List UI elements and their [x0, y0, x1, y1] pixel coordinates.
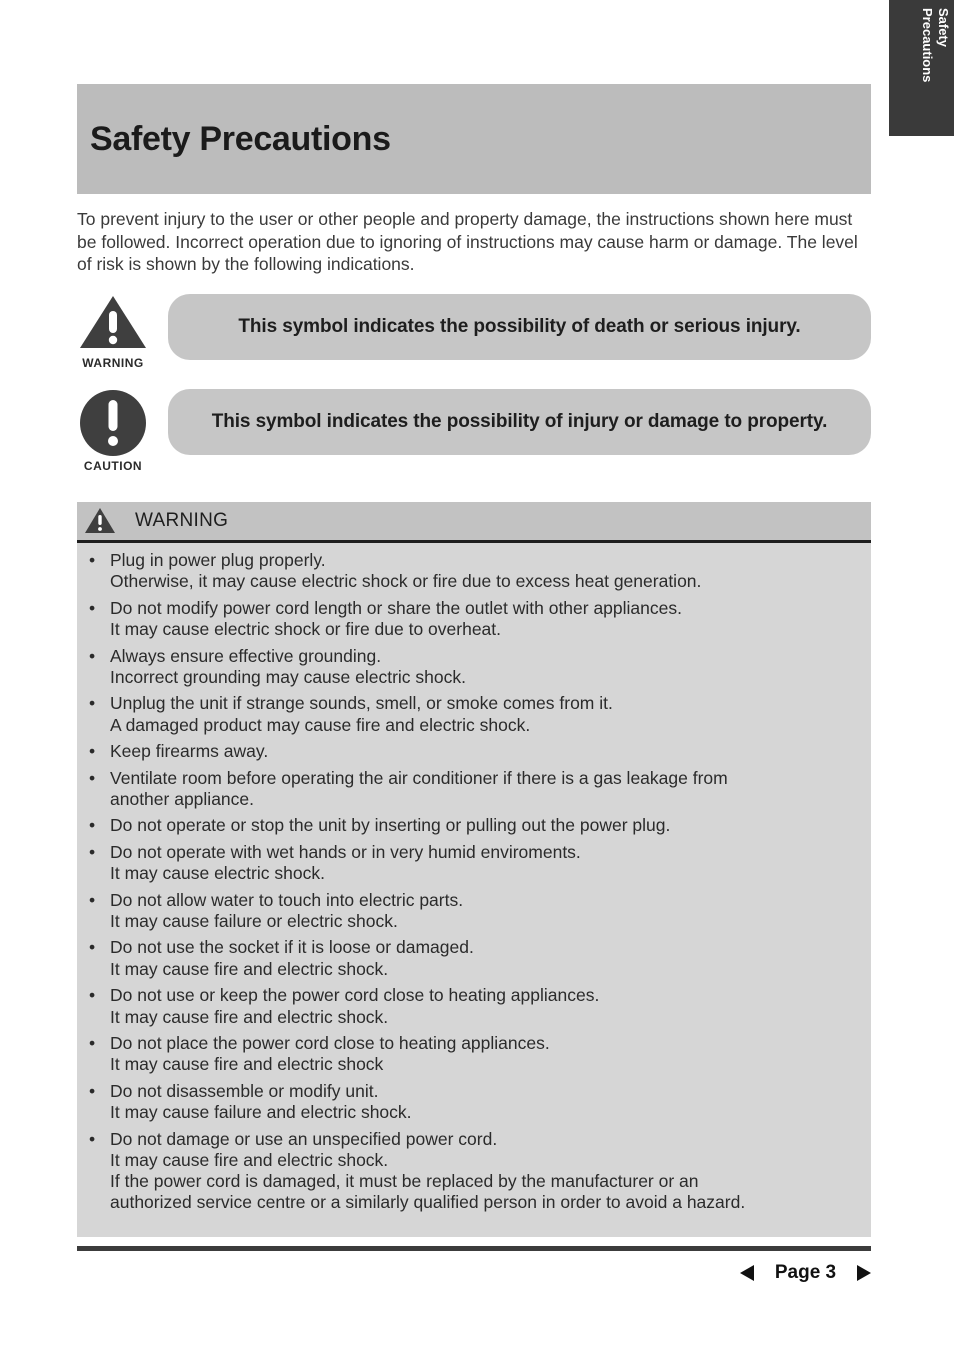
- list-item-line: Otherwise, it may cause electric shock or fire due to excess heat generation.: [110, 571, 702, 592]
- caution-description-pill: This symbol indicates the possibility of injury or damage to property.: [168, 389, 871, 455]
- warning-triangle-icon: [84, 507, 116, 539]
- list-item-line: Incorrect grounding may cause electric shock.: [110, 666, 466, 687]
- list-item-line: • Do not allow water to touch into electric parts.: [110, 889, 464, 910]
- warning-list: [77, 543, 871, 1214]
- warning-triangle-icon: [78, 294, 148, 350]
- warning-symbol-label: WARNING: [82, 356, 144, 370]
- list-item-line: • Do not disassemble or modify unit.: [110, 1080, 379, 1101]
- list-item-line: It may cause electric shock.: [110, 863, 325, 884]
- list-item-line: It may cause fire and electric shock.: [110, 1149, 389, 1170]
- list-item-line: another appliance.: [110, 788, 254, 809]
- caution-symbol-row: [77, 389, 871, 473]
- list-item-line: A damaged product may cause fire and electric shock.: [110, 714, 531, 735]
- page-navigation: [740, 1260, 871, 1286]
- list-item-line: • Keep firearms away.: [110, 741, 269, 762]
- list-item-line: • Do not place the power cord close to heating appliances.: [110, 1033, 550, 1053]
- list-item-line: • Ventilate room before operating the air conditioner if there is a gas leakage from: [110, 767, 728, 788]
- page-number: Page 3: [774, 1262, 837, 1283]
- list-item: [77, 741, 871, 762]
- caution-symbol: [77, 389, 149, 473]
- list-item: [77, 815, 871, 836]
- page-title: Safety Precautions: [90, 120, 391, 158]
- list-item-line: It may cause failure or electric shock.: [110, 910, 398, 931]
- list-item-line: It may cause fire and electric shock: [110, 1054, 384, 1075]
- list-item: [77, 890, 871, 933]
- bottom-divider: [77, 1246, 871, 1251]
- list-item: [77, 550, 871, 593]
- list-item-line: • Do not modify power cord length or share the outlet with other appliances.: [110, 597, 682, 618]
- list-item-line: • Plug in power plug properly.: [110, 550, 326, 570]
- list-item-line: It may cause fire and electric shock.: [110, 958, 389, 979]
- list-item: [77, 693, 871, 736]
- list-item-line: It may cause failure and electric shock.: [110, 1102, 412, 1123]
- warning-description-pill: This symbol indicates the possibility of death or serious injury.: [168, 294, 871, 360]
- list-item: [77, 937, 871, 980]
- title-band: [77, 84, 871, 194]
- warning-symbol-row: [77, 294, 871, 370]
- intro-paragraph: To prevent injury to the user or other people and property damage, the instructions shown here must be followed. Incorrect operation due to ignoring of instructions may cause harm or damage. The level of risk is shown by the following indications.: [77, 209, 858, 274]
- list-item-line: • Unplug the unit if strange sounds, smell, or smoke comes from it.: [110, 693, 613, 714]
- list-item: [77, 1129, 871, 1214]
- previous-page-arrow-icon[interactable]: [740, 1265, 754, 1281]
- side-tab[interactable]: [889, 0, 954, 136]
- warning-section-title: WARNING: [135, 510, 229, 531]
- list-item: [77, 598, 871, 641]
- list-item: [77, 985, 871, 1028]
- list-item-line: authorized service centre or a similarly qualified person in order to avoid a hazard.: [110, 1192, 746, 1213]
- caution-circle-icon: [79, 389, 147, 457]
- list-item: [77, 1081, 871, 1124]
- list-item: [77, 842, 871, 885]
- warning-section-body: [77, 543, 871, 1237]
- list-item-line: It may cause fire and electric shock.: [110, 1006, 389, 1027]
- caution-symbol-label: CAUTION: [83, 459, 143, 473]
- list-item: [77, 768, 871, 811]
- list-item-line: • Do not use or keep the power cord close to heating appliances.: [110, 985, 600, 1006]
- list-item-line: It may cause electric shock or fire due to overheat.: [110, 619, 502, 640]
- list-item: [77, 646, 871, 689]
- list-item-line: • Do not operate or stop the unit by inserting or pulling out the power plug.: [110, 815, 671, 836]
- list-item-line: • Do not use the socket if it is loose or damaged.: [110, 937, 474, 958]
- list-item-line: • Always ensure effective grounding.: [110, 645, 382, 666]
- list-item-line: • Do not operate with wet hands or in very humid enviroments.: [110, 841, 581, 862]
- list-item: [77, 1033, 871, 1076]
- side-tab-label: Safety Precautions: [920, 8, 951, 83]
- next-page-arrow-icon[interactable]: [857, 1265, 871, 1281]
- warning-section-header: [77, 502, 871, 543]
- list-item-line: • Do not damage or use an unspecified power cord.: [110, 1128, 498, 1149]
- warning-symbol: [77, 294, 149, 370]
- list-item-line: If the power cord is damaged, it must be replaced by the manufacturer or an: [110, 1171, 699, 1192]
